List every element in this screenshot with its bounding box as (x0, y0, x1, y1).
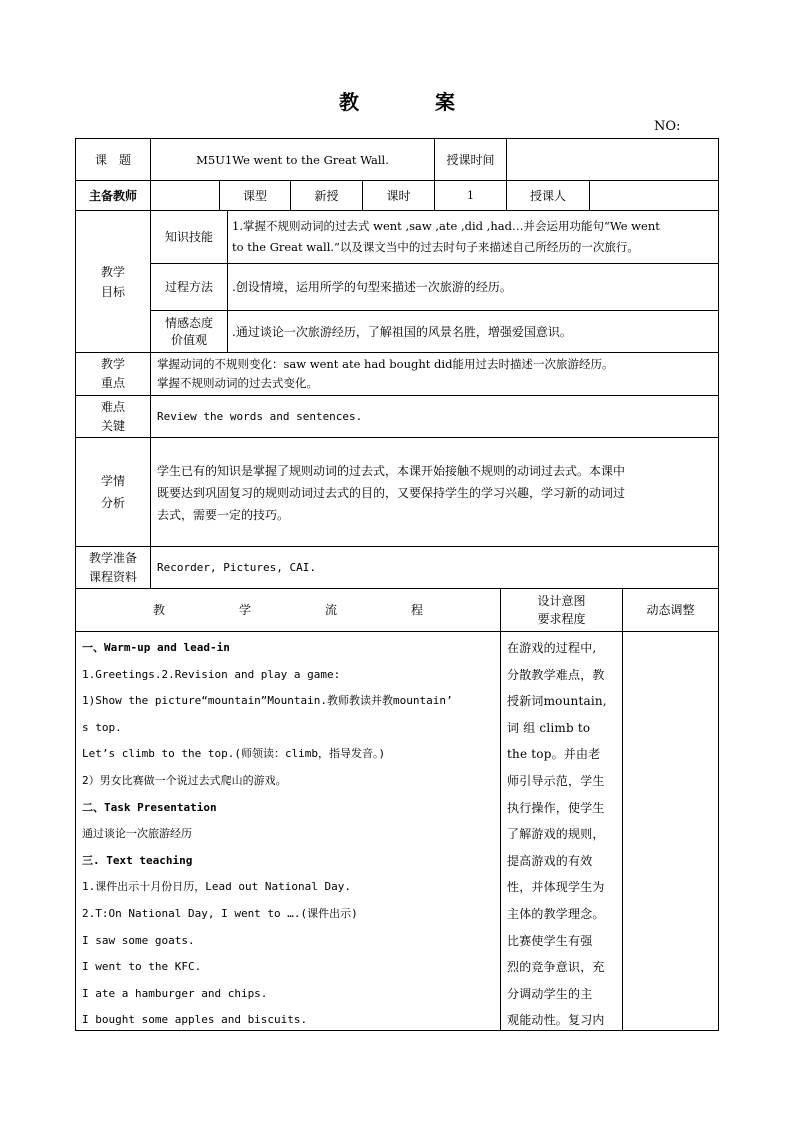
emotion-label-line: 情感态度 (164, 315, 213, 330)
design-note-line: 提高游戏的有效 (507, 853, 593, 868)
flow-line: 1.课件出示十月份日历，Lead out National Day. (82, 880, 351, 894)
knowledge-skills-value (232, 216, 716, 260)
knowledge-line: 1.掌握不规则动词的过去式 went ,saw ,ate ,did ,had…并会运用功能句“We went (232, 219, 660, 233)
design-note-line: 烈的竞争意识，充 (507, 960, 605, 975)
design-note-line: 词 组 climb to (507, 720, 591, 735)
page-title (0, 86, 794, 115)
analysis-label-line: 学情 (100, 474, 125, 488)
design-note-line: 性，并体现学生为 (507, 880, 605, 895)
topic-label: 课 题 (94, 152, 131, 167)
class-time-value[interactable] (507, 139, 718, 180)
focus-line: 掌握不规则动词的过去式变化。 (157, 376, 318, 390)
difficulty-label-line: 关键 (100, 418, 125, 433)
student-analysis-value (157, 460, 717, 530)
flow-header-char: 程 (410, 603, 423, 617)
number-label: NO: (654, 119, 681, 134)
teaching-focus-label (76, 353, 150, 395)
design-note-line: 比赛使学生有强 (507, 933, 593, 948)
lesson-type-label: 课型 (242, 188, 267, 203)
design-note-line: 师引导示范，学生 (507, 773, 605, 788)
teaching-flow-header (76, 589, 500, 631)
flow-line: I ate a hamburger and chips. (82, 986, 268, 1000)
design-note-line: 主体的教学理念。 (507, 906, 605, 921)
teaching-focus-value (157, 355, 717, 395)
analysis-line: 去式，需要一定的技巧。 (157, 508, 290, 522)
flow-line: s top. (82, 720, 122, 734)
flow-line: I went to the KFC. (82, 960, 202, 974)
difficulty-label (76, 396, 150, 437)
prep-materials-label (76, 547, 150, 588)
difficulty-label-line: 难点 (100, 399, 125, 414)
prep-label-line: 课程资料 (88, 569, 137, 584)
hours-label: 课时 (386, 188, 411, 203)
focus-label-line: 重点 (100, 376, 125, 390)
flow-header-char: 教 (152, 603, 165, 617)
design-note-line: 分散教学难点，教 (507, 667, 605, 682)
design-intent-content (507, 635, 620, 1029)
student-analysis-label (76, 438, 150, 546)
design-note-line: 了解游戏的规则， (507, 827, 605, 842)
emotion-label-line: 价值观 (170, 332, 207, 347)
design-note-line: 执行操作，使学生 (507, 800, 605, 815)
knowledge-line: to the Great wall.”以及课文当中的过去时句子来描述自己所经历的一次旅行。 (232, 240, 639, 254)
title-char-left: 教 (339, 90, 359, 114)
lead-teacher-label: 主备教师 (88, 188, 137, 203)
lesson-type-value: 新授 (314, 188, 339, 203)
hours-value: 1 (467, 188, 474, 202)
emotion-values-value: .通过谈论一次旅游经历，了解祖国的风景名胜，增强爱国意识。 (232, 324, 572, 339)
flow-line: 2.T:On National Day, I went to ….(课件出示) (82, 906, 358, 920)
design-note-line: 在游戏的过程中, (507, 641, 597, 655)
flow-line: 1.Greetings.2.Revision and play a game: (82, 667, 341, 681)
process-method-label: 过程方法 (164, 280, 213, 294)
analysis-line: 学生已有的知识是掌握了规则动词的过去式，本课开始接触不规则的动词过去式。本课中 (157, 464, 626, 478)
goals-label-line: 教学 (100, 264, 125, 279)
design-note-line: 授新词mountain, (507, 694, 607, 709)
design-note-line: 观能动性。复习内 (507, 1013, 605, 1028)
design-note-line: the top。并由老 (507, 747, 601, 762)
lead-teacher-value[interactable] (151, 181, 219, 210)
prep-label-line: 教学准备 (88, 550, 137, 565)
lecturer-label: 授课人 (529, 188, 566, 203)
flow-line: 一、Warm-up and lead-in (82, 641, 230, 654)
flow-header-char: 流 (324, 603, 337, 617)
analysis-label-line: 分析 (100, 496, 125, 510)
difficulty-value: Review the words and sentences. (157, 409, 363, 423)
flow-line: 三. Text teaching (82, 853, 193, 867)
title-char-right: 案 (435, 90, 455, 114)
emotion-values-label (151, 311, 227, 352)
flow-line: 2）男女比赛做一个说过去式爬山的游戏。 (82, 773, 287, 787)
design-header-line: 设计意图 (537, 594, 586, 608)
flow-line: 1)Show the picture“mountain”Mountain.教师教读并教mountain’ (82, 694, 453, 708)
class-time-label: 授课时间 (446, 152, 495, 167)
flow-line: 通过谈论一次旅游经历 (82, 827, 192, 841)
knowledge-skills-label: 知识技能 (164, 230, 213, 244)
analysis-line: 既要达到巩固复习的规则动词过去式的目的，又要保持学生的学习兴趣，学习新的动词过 (157, 486, 626, 500)
teaching-flow-content (82, 635, 498, 1029)
teaching-goals-label (76, 211, 150, 352)
dynamic-adjust-header: 动态调整 (646, 603, 695, 617)
design-intent-header (501, 589, 622, 631)
flow-line: 二、Task Presentation (82, 800, 217, 814)
focus-label-line: 教学 (100, 357, 125, 371)
flow-line: I bought some apples and biscuits. (82, 1013, 308, 1027)
topic-value: M5U1We went to the Great Wall. (196, 152, 389, 167)
design-note-line: 分调动学生的主 (507, 986, 593, 1001)
lecturer-value[interactable] (590, 181, 718, 210)
design-header-line: 要求程度 (537, 612, 586, 626)
dynamic-adjust-content[interactable] (623, 632, 718, 1030)
process-method-value: .创设情境，运用所学的句型来描述一次旅游的经历。 (232, 280, 512, 294)
flow-line: Let’s climb to the top.(师领读：climb，指导发音。) (82, 747, 386, 761)
goals-label-line: 目标 (100, 284, 125, 299)
focus-line: 掌握动词的不规则变化：saw went ate had bought did能用过去时描述一次旅游经历。 (157, 357, 614, 371)
flow-line: I saw some goats. (82, 933, 195, 947)
prep-materials-value: Recorder, Pictures, CAI. (157, 560, 316, 574)
flow-header-char: 学 (238, 603, 251, 617)
